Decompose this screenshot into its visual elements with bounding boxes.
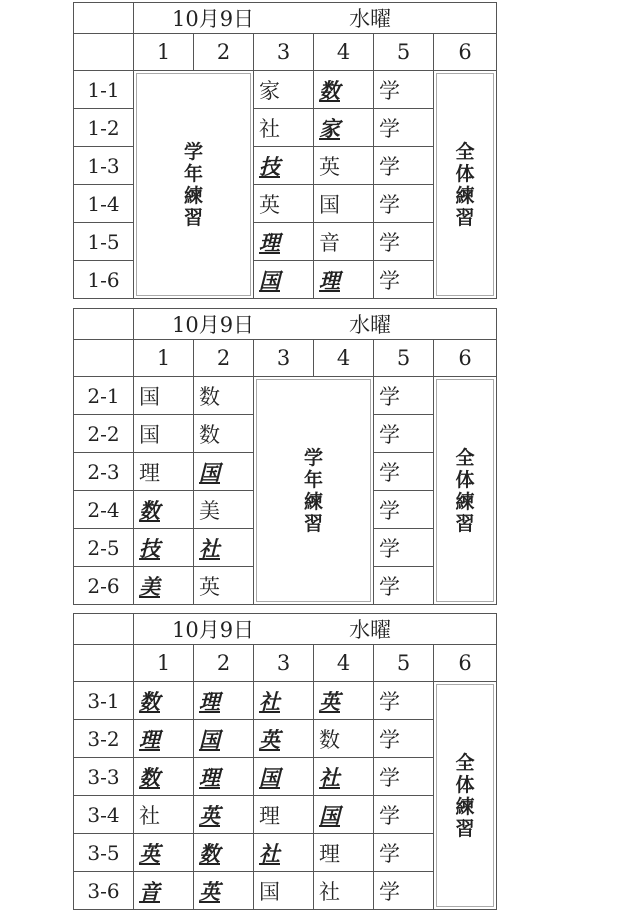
date-header-row: [74, 309, 497, 340]
all-practice-label: 全体練習: [455, 751, 475, 840]
period-1-header: 1: [134, 645, 194, 682]
subject-cell-changed: 技: [254, 147, 314, 185]
subject-cell: 英: [194, 567, 254, 605]
subject-cell-changed: 英: [314, 682, 374, 720]
grade-practice-block: [254, 377, 374, 605]
corner-cell: [74, 340, 134, 377]
period-5-header: 5: [374, 645, 434, 682]
subject-cell: 国: [254, 872, 314, 910]
subject-cell-changed: 数: [314, 71, 374, 109]
corner-cell: [74, 645, 134, 682]
subject-cell: 学: [374, 758, 434, 796]
period-1-header: 1: [134, 340, 194, 377]
subject-cell: 社: [314, 872, 374, 910]
table-row: [74, 720, 497, 758]
subject-cell: 音: [314, 223, 374, 261]
period-4-header: 4: [314, 34, 374, 71]
timetable-grade-3: [73, 613, 497, 910]
period-6-header: 6: [434, 340, 497, 377]
subject-cell: 学: [374, 453, 434, 491]
subject-cell-changed: 数: [134, 491, 194, 529]
corner-cell: [74, 309, 134, 340]
class-label: 2-6: [74, 567, 134, 605]
class-label: 3-2: [74, 720, 134, 758]
class-label: 1-2: [74, 109, 134, 147]
subject-cell-changed: 理: [134, 720, 194, 758]
subject-cell: 学: [374, 567, 434, 605]
subject-cell-changed: 数: [194, 834, 254, 872]
subject-cell: 学: [374, 834, 434, 872]
subject-cell: 美: [194, 491, 254, 529]
subject-cell: 社: [134, 796, 194, 834]
corner-cell: [74, 3, 134, 34]
all-practice-block: [434, 377, 497, 605]
class-label: 1-1: [74, 71, 134, 109]
class-label: 1-6: [74, 261, 134, 299]
date-text: 10月9日: [172, 618, 255, 642]
class-label: 1-4: [74, 185, 134, 223]
subject-cell-changed: 国: [314, 796, 374, 834]
class-label: 2-4: [74, 491, 134, 529]
all-practice-block: [434, 71, 497, 299]
period-2-header: 2: [194, 645, 254, 682]
all-practice-label: 全体練習: [455, 446, 475, 535]
subject-cell-changed: 英: [194, 872, 254, 910]
table-row: [74, 682, 497, 720]
subject-cell: 理: [134, 453, 194, 491]
subject-cell: 国: [134, 415, 194, 453]
subject-cell: 学: [374, 415, 434, 453]
period-4-header: 4: [314, 645, 374, 682]
subject-cell-changed: 国: [254, 261, 314, 299]
subject-cell-changed: 理: [254, 223, 314, 261]
subject-cell-changed: 国: [194, 720, 254, 758]
class-label: 2-3: [74, 453, 134, 491]
all-practice-label: 全体練習: [455, 140, 475, 229]
subject-cell: 学: [374, 796, 434, 834]
date-cell: [134, 614, 497, 645]
subject-cell-changed: 国: [254, 758, 314, 796]
date-header-row: [74, 614, 497, 645]
subject-cell: 社: [254, 109, 314, 147]
subject-cell-changed: 国: [194, 453, 254, 491]
subject-cell: 学: [374, 720, 434, 758]
subject-cell: 学: [374, 147, 434, 185]
subject-cell: 学: [374, 109, 434, 147]
date-text: 10月9日: [172, 7, 255, 31]
subject-cell-changed: 技: [134, 529, 194, 567]
class-label: 3-5: [74, 834, 134, 872]
subject-cell: 理: [314, 834, 374, 872]
date-text: 10月9日: [172, 313, 255, 337]
subject-cell: 数: [194, 377, 254, 415]
corner-cell: [74, 614, 134, 645]
class-label: 2-1: [74, 377, 134, 415]
period-6-header: 6: [434, 34, 497, 71]
period-header-row: [74, 340, 497, 377]
subject-cell: 国: [134, 377, 194, 415]
subject-cell: 学: [374, 377, 434, 415]
timetable-grade-1: [73, 2, 497, 299]
subject-cell-changed: 英: [134, 834, 194, 872]
period-4-header: 4: [314, 340, 374, 377]
subject-cell: 学: [374, 71, 434, 109]
period-1-header: 1: [134, 34, 194, 71]
class-label: 3-4: [74, 796, 134, 834]
subject-cell-changed: 数: [134, 758, 194, 796]
subject-cell: 家: [254, 71, 314, 109]
period-6-header: 6: [434, 645, 497, 682]
table-row: [74, 758, 497, 796]
subject-cell-changed: 社: [314, 758, 374, 796]
period-2-header: 2: [194, 340, 254, 377]
subject-cell-changed: 理: [194, 758, 254, 796]
class-label: 2-5: [74, 529, 134, 567]
subject-cell: 理: [254, 796, 314, 834]
subject-cell-changed: 英: [254, 720, 314, 758]
period-2-header: 2: [194, 34, 254, 71]
subject-cell: 数: [194, 415, 254, 453]
period-header-row: [74, 34, 497, 71]
subject-cell-changed: 社: [194, 529, 254, 567]
weekday-text: 水曜: [349, 7, 392, 31]
subject-cell: 学: [374, 491, 434, 529]
class-label: 2-2: [74, 415, 134, 453]
table-row: [74, 71, 497, 109]
date-cell: [134, 309, 497, 340]
subject-cell: 学: [374, 261, 434, 299]
grade-practice-label: 学年練習: [303, 446, 323, 535]
class-label: 3-6: [74, 872, 134, 910]
subject-cell-changed: 理: [314, 261, 374, 299]
period-3-header: 3: [254, 340, 314, 377]
subject-cell: 学: [374, 682, 434, 720]
period-5-header: 5: [374, 34, 434, 71]
subject-cell: 英: [254, 185, 314, 223]
subject-cell-changed: 家: [314, 109, 374, 147]
date-cell: [134, 3, 497, 34]
weekday-text: 水曜: [349, 618, 392, 642]
subject-cell-changed: 音: [134, 872, 194, 910]
all-practice-block: [434, 682, 497, 910]
period-5-header: 5: [374, 340, 434, 377]
period-header-row: [74, 645, 497, 682]
subject-cell: 学: [374, 872, 434, 910]
class-label: 1-3: [74, 147, 134, 185]
subject-cell-changed: 英: [194, 796, 254, 834]
subject-cell: 数: [314, 720, 374, 758]
table-row: [74, 834, 497, 872]
subject-cell: 学: [374, 529, 434, 567]
timetable-grade-2: [73, 308, 497, 605]
class-label: 3-3: [74, 758, 134, 796]
period-3-header: 3: [254, 645, 314, 682]
subject-cell-changed: 理: [194, 682, 254, 720]
table-row: [74, 872, 497, 910]
period-3-header: 3: [254, 34, 314, 71]
subject-cell: 学: [374, 223, 434, 261]
subject-cell-changed: 数: [134, 682, 194, 720]
corner-cell: [74, 34, 134, 71]
subject-cell-changed: 社: [254, 834, 314, 872]
class-label: 3-1: [74, 682, 134, 720]
table-row: [74, 796, 497, 834]
subject-cell: 学: [374, 185, 434, 223]
subject-cell: 英: [314, 147, 374, 185]
subject-cell-changed: 美: [134, 567, 194, 605]
weekday-text: 水曜: [349, 313, 392, 337]
grade-practice-label: 学年練習: [183, 140, 203, 229]
table-row: [74, 377, 497, 415]
grade-practice-block: [134, 71, 254, 299]
subject-cell: 国: [314, 185, 374, 223]
subject-cell-changed: 社: [254, 682, 314, 720]
class-label: 1-5: [74, 223, 134, 261]
date-header-row: [74, 3, 497, 34]
